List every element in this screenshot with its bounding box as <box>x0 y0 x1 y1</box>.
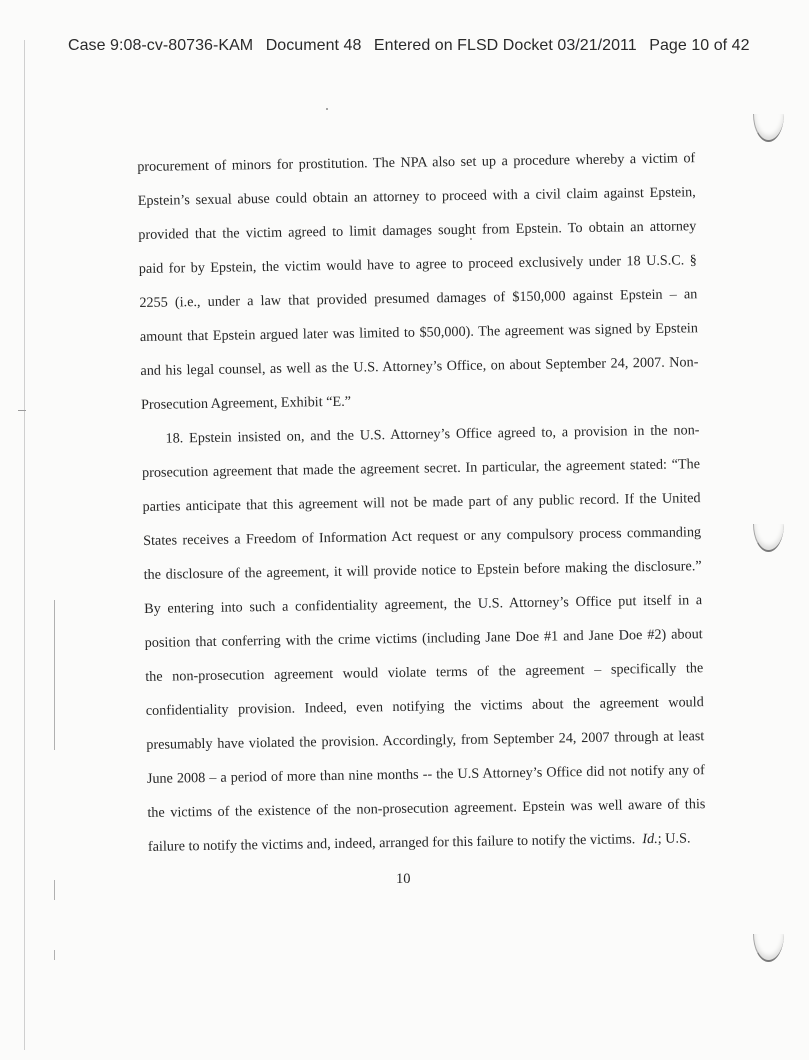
text-line: the disclosure of the agreement, it will provide notice to Epstein before making the disclosure.” <box>143 558 702 583</box>
text-line: Epstein’s sexual abuse could obtain an attorney to proceed with a civil claim against Epstein, <box>137 184 696 209</box>
edge-mark <box>54 880 55 900</box>
text-line: 2255 (i.e., under a law that provided presumed damages of $150,000 against Epstein – an <box>139 286 698 311</box>
text-line: amount that Epstein argued later was limited to $50,000). The agreement was signed by Epstein <box>139 320 698 345</box>
binder-tick <box>18 410 26 411</box>
text-line: procurement of minors for prostitution. The NPA also set up a procedure whereby a victim of <box>137 150 696 175</box>
text-line: provided that the victim agreed to limit damages sought from Epstein. To obtain an attorney <box>138 218 697 243</box>
edge-mark <box>54 950 55 960</box>
text-line: position that conferring with the crime victims (including Jane Doe #1 and Jane Doe #2) about <box>144 626 703 651</box>
punch-hole-top <box>753 114 784 142</box>
text-line: and his legal counsel, as well as the U.S. Attorney’s Office, on about September 24, 2007. Non- <box>140 354 699 379</box>
text-line: States receives a Freedom of Information Act request or any compulsory process commanding <box>143 524 702 549</box>
text-line: By entering into such a confidentiality agreement, the U.S. Attorney’s Office put itself in a <box>144 592 703 617</box>
text-segment: failure to notify the victims and, indeed, arranged for this failure to notify the victims. <box>147 831 636 855</box>
body-text <box>137 141 706 864</box>
text-line: the victims of the existence of the non-prosecution agreement. Epstein was well aware of this <box>147 796 706 821</box>
text-line: paid for by Epstein, the victim would have to agree to proceed exclusively under 18 U.S.C. § <box>138 252 697 277</box>
text-line: confidentiality provision. Indeed, even notifying the victims about the agreement would <box>145 694 704 719</box>
citation-id: Id. <box>642 830 658 848</box>
edge-mark <box>54 600 55 750</box>
text-line: parties anticipate that this agreement will not be made part of any public record. If the United <box>142 490 701 515</box>
scan-speck <box>326 108 328 110</box>
document-number: Document 48 <box>265 37 362 54</box>
punch-hole-bottom <box>753 934 784 962</box>
page-number: 10 <box>396 871 411 887</box>
text-line: presumably have violated the provision. Accordingly, from September 24, 2007 through at least <box>146 728 705 753</box>
paragraph-18-start: 18. Epstein insisted on, and the U.S. Attorney’s Office agreed to, a provision in the non- <box>165 422 700 447</box>
text-line: the non-prosecution agreement would violate terms of the agreement – specifically the <box>145 660 704 685</box>
page-count: Page 10 of 42 <box>649 37 750 54</box>
docket-header <box>68 37 788 55</box>
binder-edge-line <box>24 40 25 1050</box>
docket-entry: Entered on FLSD Docket 03/21/2011 <box>373 37 637 54</box>
punch-hole-middle <box>753 524 784 552</box>
text-line: prosecution agreement that made the agreement secret. In particular, the agreement stated: “The <box>141 456 701 481</box>
text-line: Prosecution Agreement, Exhibit “E.” <box>140 393 352 413</box>
text-segment: ; U.S. <box>657 830 691 847</box>
case-number: Case 9:08-cv-80736-KAM <box>68 37 254 54</box>
text-line: June 2008 – a period of more than nine months -- the U.S Attorney’s Office did not notify any of <box>146 762 705 787</box>
